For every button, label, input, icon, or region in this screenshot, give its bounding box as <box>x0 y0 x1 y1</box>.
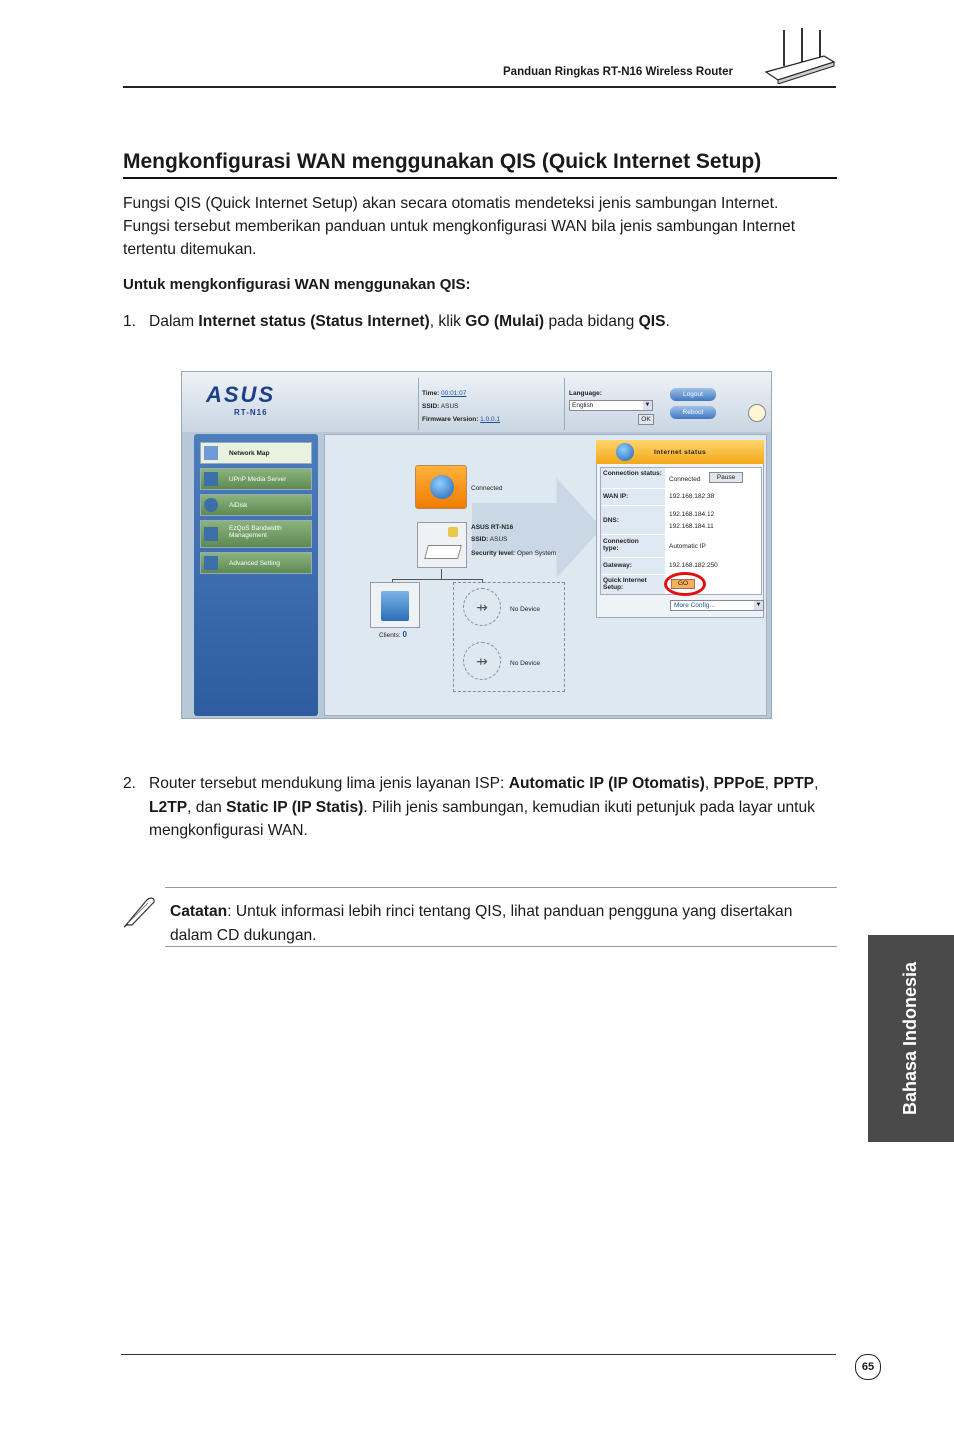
qis-go-button[interactable]: GO <box>671 579 695 589</box>
header-rule <box>123 86 836 88</box>
header-title: Panduan Ringkas RT-N16 Wireless Router <box>503 66 733 78</box>
router-icon[interactable] <box>417 522 467 568</box>
language-ok-button[interactable]: OK <box>638 414 654 425</box>
time-label: Time: <box>422 390 440 397</box>
connection-status-value: Connected <box>669 476 701 483</box>
ssid-value: ASUS <box>440 403 459 410</box>
connection-type-label: Connection type: <box>603 538 639 552</box>
usb-device-2-status: No Device <box>510 660 540 667</box>
language-side-tab-label: Bahasa Indonesia <box>900 961 921 1116</box>
internet-globe-icon[interactable] <box>415 465 467 509</box>
time-link[interactable]: 00:01:07 <box>441 390 467 397</box>
menu-item-upnp[interactable]: UPnP Media Server <box>200 468 312 490</box>
mascot-icon <box>748 404 766 422</box>
page-number: 65 <box>855 1354 881 1380</box>
pause-button[interactable]: Pause <box>709 472 743 483</box>
globe-icon <box>616 443 634 461</box>
usb-icon-2: ⇸ <box>463 642 501 680</box>
menu-item-advanced[interactable]: Advanced Setting <box>200 552 312 574</box>
step-2: 2. Router tersebut mendukung lima jenis layanan ISP: Automatic IP (IP Otomatis), PPPoE, PPTP, L2TP, dan Static IP (IP Statis). Pilih jenis sambungan, kemudian ikuti petunjuk pada layar untuk mengkonfigurasi WAN. <box>123 775 819 839</box>
ssid-label: SSID: <box>422 403 440 410</box>
section-title: Mengkonfigurasi WAN menggunakan QIS (Quick Internet Setup) <box>123 150 762 173</box>
gateway-label: Gateway: <box>603 562 632 569</box>
procedure-heading: Untuk mengkonfigurasi WAN menggunakan QIS: <box>123 276 471 293</box>
connection-status-label: Connection status: <box>603 470 662 477</box>
clients-icon[interactable] <box>370 582 420 628</box>
note-top-rule <box>165 887 837 888</box>
usb-icon-1: ⇸ <box>463 588 501 626</box>
dns-value-1: 192.168.184.12 <box>669 511 715 518</box>
menu-item-aidisk[interactable]: AiDisk <box>200 494 312 516</box>
note-text: Catatan: Untuk informasi lebih rinci tentang QIS, lihat panduan pengguna yang disertakan dalam CD dukungan. <box>170 903 793 944</box>
tools-icon <box>204 556 218 570</box>
wan-ip-value: 192.168.182.38 <box>669 493 715 500</box>
aidisk-icon <box>204 498 218 512</box>
qos-icon <box>204 527 218 541</box>
connection-type-value: Automatic IP <box>669 543 706 550</box>
dns-label: DNS: <box>603 517 619 524</box>
title-underline <box>123 177 837 179</box>
router-thumbnail <box>760 26 836 84</box>
highlight-circle <box>664 572 706 596</box>
firmware-link[interactable]: 1.0.0.1 <box>480 416 501 423</box>
note-bottom-rule <box>165 946 837 947</box>
internet-status-header: Internet status <box>596 440 764 464</box>
qis-label: Quick Internet Setup: <box>603 577 647 591</box>
asus-logo: ASUS <box>206 382 276 407</box>
footer-rule <box>121 1354 836 1355</box>
intro-paragraph: Fungsi QIS (Quick Internet Setup) akan secara otomatis mendeteksi jenis sambungan Internet. Fungsi tersebut memberikan panduan untuk mengkonfigurasi WAN bila jenis sambungan Internet tertentu ditemukan. <box>123 195 796 258</box>
dns-value-2: 192.168.184.11 <box>669 523 714 530</box>
network-map-icon <box>204 446 218 460</box>
router-name: ASUS RT-N16 <box>471 524 514 531</box>
language-select[interactable]: English ▼ <box>569 400 653 411</box>
logout-button[interactable]: Logout <box>670 388 716 401</box>
pen-icon <box>122 895 158 929</box>
menu-item-network-map[interactable]: Network Map <box>200 442 312 464</box>
reboot-button[interactable]: Reboot <box>670 406 716 419</box>
media-server-icon <box>204 472 218 486</box>
chevron-down-icon: ▼ <box>644 402 651 408</box>
menu-item-ezqos[interactable]: EzQoS Bandwidth Management <box>200 520 312 548</box>
more-config-select[interactable]: More Config... ▼ <box>670 600 764 611</box>
step-1: 1. Dalam Internet status (Status Internet), klik GO (Mulai) pada bidang QIS. <box>123 313 670 330</box>
clients-count: Clients: 0 <box>379 630 407 639</box>
usb-device-1-status: No Device <box>510 606 540 613</box>
lock-icon <box>448 527 458 537</box>
language-label: Language: <box>569 390 602 397</box>
firmware-label: Firmware Version: <box>422 416 479 423</box>
gateway-value: 192.168.182.250 <box>669 562 718 569</box>
model-label: RT-N16 <box>234 408 268 417</box>
internet-connected-label: Connected <box>471 485 503 492</box>
wan-ip-label: WAN IP: <box>603 493 629 500</box>
chevron-down-icon: ▼ <box>755 602 762 608</box>
router-web-ui-screenshot: ASUS RT-N16 Time: 00:01:07 SSID: ASUS Firmware Version: 1.0.0.1 Language: English ▼ OK Logout Reboot Network Map UPnP Media Server AiDisk EzQoS Bandwidth Management Advanced Setting Connected ASUS RT-N16 SSID: ASUS Security level: Open System Clients: 0 ⇸ No Device ⇸ No Device Internet status Connection status: Connected Pause WAN IP: 192.168.182.38 DNS: 192.168.184.12 192.168.184.11 Connection type: Automatic IP Gateway: 192.168.182.250 Quick Internet Setup: GO More Config... ▼ <box>181 371 772 719</box>
